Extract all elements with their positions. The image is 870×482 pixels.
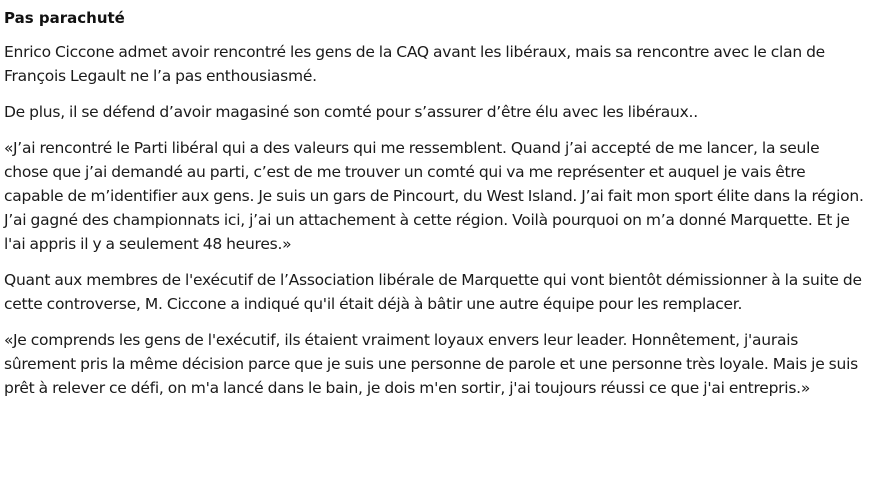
section-subheading: Pas parachuté <box>4 9 125 27</box>
paragraph-executif: Quant aux membres de l'exécutif de l’Association libérale de Marquette qui vont bientôt démissionner à la suite de cette controverse, M. Ciccone a indiqué qu'il était déjà à bâtir une autre équipe pour les remplacer. <box>4 271 862 313</box>
paragraph-ciccone-caq: Enrico Ciccone admet avoir rencontré les gens de la CAQ avant les libéraux, mais sa rencontre avec le clan de François Legault ne l’a pas enthousiasmé. <box>4 43 825 85</box>
quote-executif: «Je comprends les gens de l'exécutif, ils étaient vraiment loyaux envers leur leader. Honnêtement, j'aurais sûrement pris la même décision parce que je suis une personne de parole et une personne très loyale. Mais je suis prêt à relever ce défi, on m'a lancé dans le bain, je dois m'en sortir, j'ai toujours réussi ce que j'ai entrepris.» <box>4 331 858 397</box>
quote-parti-liberal: «J’ai rencontré le Parti libéral qui a des valeurs qui me ressemblent. Quand j’ai accepté de me lancer, la seule chose que j’ai demandé au parti, c’est de me trouver un comté qui va me représenter et auquel je vais être capable de m’identifier aux gens. Je suis un gars de Pincourt, du West Island. J’ai fait mon sport élite dans la région. J’ai gagné des championnats ici, j’ai un attachement à cette région. Voilà pourquoi on m’a donné Marquette. Et je l'ai appris il y a seulement 48 heures.» <box>4 139 864 253</box>
paragraph-comte: De plus, il se défend d’avoir magasiné son comté pour s’assurer d’être élu avec les libéraux.. <box>4 103 698 121</box>
